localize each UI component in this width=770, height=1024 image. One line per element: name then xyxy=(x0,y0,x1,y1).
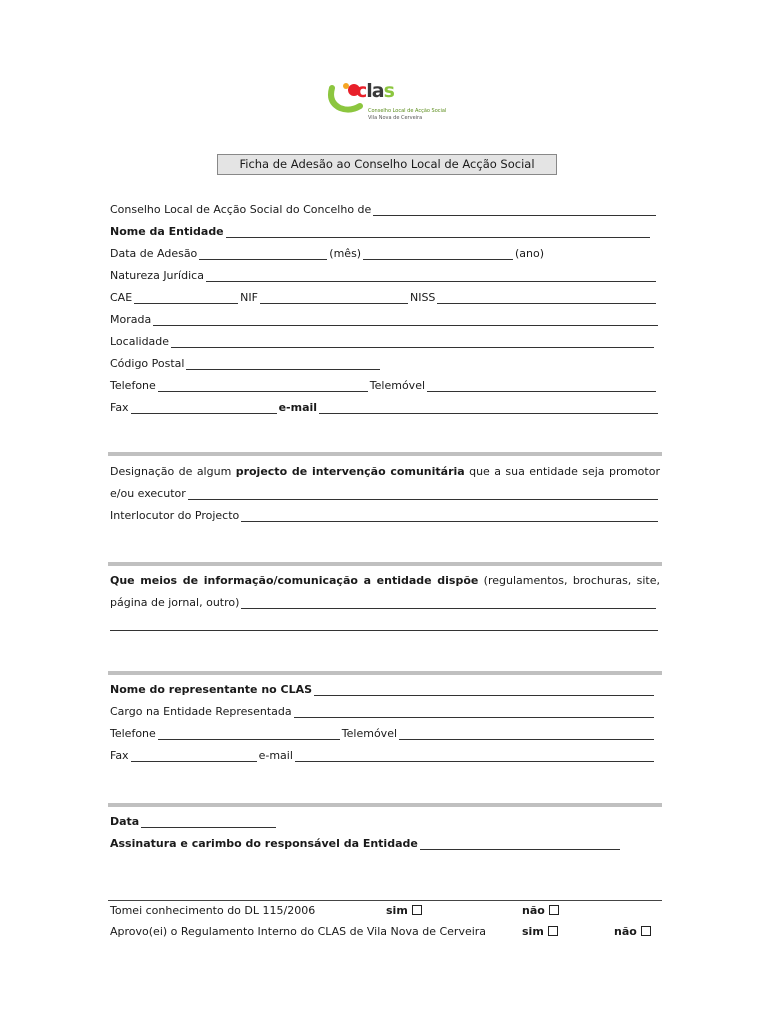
checkbox-icon[interactable] xyxy=(412,905,422,915)
section-divider xyxy=(108,452,662,456)
field-pagina-continued[interactable] xyxy=(110,617,660,633)
field-morada[interactable] xyxy=(110,312,660,328)
field-cargo[interactable] xyxy=(110,704,656,720)
section-divider xyxy=(108,671,662,675)
label-rep-email: e-mail xyxy=(258,749,293,762)
label-nif: NIF xyxy=(240,291,258,304)
section-divider xyxy=(108,803,662,807)
tomei-nao-checkbox[interactable]: não xyxy=(522,903,559,919)
field-rep-fax-email[interactable] xyxy=(110,748,656,764)
input-line-niss[interactable] xyxy=(437,292,656,304)
input-line-rep-telemovel[interactable] xyxy=(399,728,654,740)
input-line-rep-telefone[interactable] xyxy=(158,728,340,740)
input-line-data[interactable] xyxy=(141,816,276,828)
field-telefone-telemovel[interactable] xyxy=(110,378,658,394)
input-line-rep-fax[interactable] xyxy=(131,750,257,762)
field-assinatura[interactable] xyxy=(110,836,622,852)
input-line-email[interactable] xyxy=(319,402,658,414)
label-conselho: Conselho Local de Acção Social do Concelho de xyxy=(110,203,372,216)
field-natureza[interactable] xyxy=(110,268,658,284)
input-line-morada[interactable] xyxy=(153,314,658,326)
designacao-text: Designação de algum projecto de intervenção comunitária que a sua entidade seja promotor xyxy=(110,465,660,478)
field-conselho[interactable] xyxy=(110,202,658,218)
label-telemovel: Telemóvel xyxy=(369,379,426,392)
label-interlocutor: Interlocutor do Projecto xyxy=(110,509,240,522)
checkbox-icon[interactable] xyxy=(548,926,558,936)
input-line-cae[interactable] xyxy=(134,292,238,304)
field-cae-nif-niss[interactable] xyxy=(110,290,658,306)
field-pagina[interactable] xyxy=(110,595,658,611)
field-codigo-postal[interactable] xyxy=(110,356,382,372)
field-rep-telefone-telemovel[interactable] xyxy=(110,726,656,742)
tomei-text: Tomei conhecimento do DL 115/2006 xyxy=(110,904,316,917)
field-data-adesao[interactable] xyxy=(110,246,544,262)
footer-divider xyxy=(108,900,662,901)
label-niss: NISS xyxy=(409,291,436,304)
label-pagina: página de jornal, outro) xyxy=(110,596,240,609)
field-fax-email[interactable] xyxy=(110,400,660,416)
input-line-codigo-postal[interactable] xyxy=(186,358,380,370)
logo-location: Vila Nova de Cerveira xyxy=(368,115,423,121)
aprovo-nao-checkbox[interactable]: não xyxy=(614,924,651,940)
label-rep-telemovel: Telemóvel xyxy=(341,727,398,740)
label-data-adesao: Data de Adesão xyxy=(110,247,198,260)
input-line-conselho[interactable] xyxy=(373,204,656,216)
label-assinatura: Assinatura e carimbo do responsável da Entidade xyxy=(110,837,418,850)
label-cae: CAE xyxy=(110,291,133,304)
checkbox-icon[interactable] xyxy=(549,905,559,915)
input-line-rep-email[interactable] xyxy=(295,750,654,762)
input-line-cargo[interactable] xyxy=(294,706,654,718)
logo-subtitle: Conselho Local de Acção Social xyxy=(368,108,447,114)
label-morada: Morada xyxy=(110,313,152,326)
label-natureza: Natureza Jurídica xyxy=(110,269,204,282)
label-executor: e/ou executor xyxy=(110,487,186,500)
tomei-sim-checkbox[interactable]: sim xyxy=(386,903,422,919)
input-line-ano[interactable] xyxy=(363,248,513,260)
input-line-nif[interactable] xyxy=(260,292,408,304)
field-executor[interactable] xyxy=(110,486,660,502)
input-line-assinatura[interactable] xyxy=(420,838,620,850)
label-data: Data xyxy=(110,815,140,828)
label-email: e-mail xyxy=(278,401,318,414)
aprovo-sim-checkbox[interactable]: sim xyxy=(522,924,558,940)
label-codigo-postal: Código Postal xyxy=(110,357,185,370)
input-line-data-adesao[interactable] xyxy=(199,248,327,260)
page-title: Ficha de Adesão ao Conselho Local de Acção Social xyxy=(217,154,557,175)
aprovo-text: Aprovo(ei) o Regulamento Interno do CLAS de Vila Nova de Cerveira xyxy=(110,925,487,938)
label-cargo: Cargo na Entidade Representada xyxy=(110,705,292,718)
label-rep-telefone: Telefone xyxy=(110,727,156,740)
label-fax: Fax xyxy=(110,401,129,414)
label-rep-fax: Fax xyxy=(110,749,129,762)
meios-text: Que meios de informação/comunicação a entidade dispõe (regulamentos, brochuras, site, xyxy=(110,574,660,587)
input-line-fax[interactable] xyxy=(131,402,277,414)
clas-logo xyxy=(326,78,446,124)
input-line-telefone[interactable] xyxy=(158,380,368,392)
input-line-telemovel[interactable] xyxy=(427,380,656,392)
input-line-nome-entidade[interactable] xyxy=(226,226,650,238)
input-line-representante[interactable] xyxy=(314,684,654,696)
field-representante[interactable] xyxy=(110,682,656,698)
input-line-localidade[interactable] xyxy=(171,336,654,348)
logo-wordmark: clas xyxy=(356,80,394,102)
input-line-pagina[interactable] xyxy=(241,597,656,609)
label-nome-entidade: Nome da Entidade xyxy=(110,225,224,238)
section-divider xyxy=(108,562,662,566)
input-line-executor[interactable] xyxy=(188,488,658,500)
checkbox-icon[interactable] xyxy=(641,926,651,936)
input-line-interlocutor[interactable] xyxy=(241,510,658,522)
field-interlocutor[interactable] xyxy=(110,508,660,524)
label-ano: (ano) xyxy=(514,247,544,260)
label-representante: Nome do representante no CLAS xyxy=(110,683,313,696)
field-localidade[interactable] xyxy=(110,334,656,350)
field-nome-entidade[interactable] xyxy=(110,224,652,240)
label-localidade: Localidade xyxy=(110,335,170,348)
field-data[interactable] xyxy=(110,814,278,830)
label-mes: (mês) xyxy=(329,247,362,260)
input-line-pagina-continued[interactable] xyxy=(110,619,658,631)
label-telefone: Telefone xyxy=(110,379,156,392)
input-line-natureza[interactable] xyxy=(206,270,656,282)
